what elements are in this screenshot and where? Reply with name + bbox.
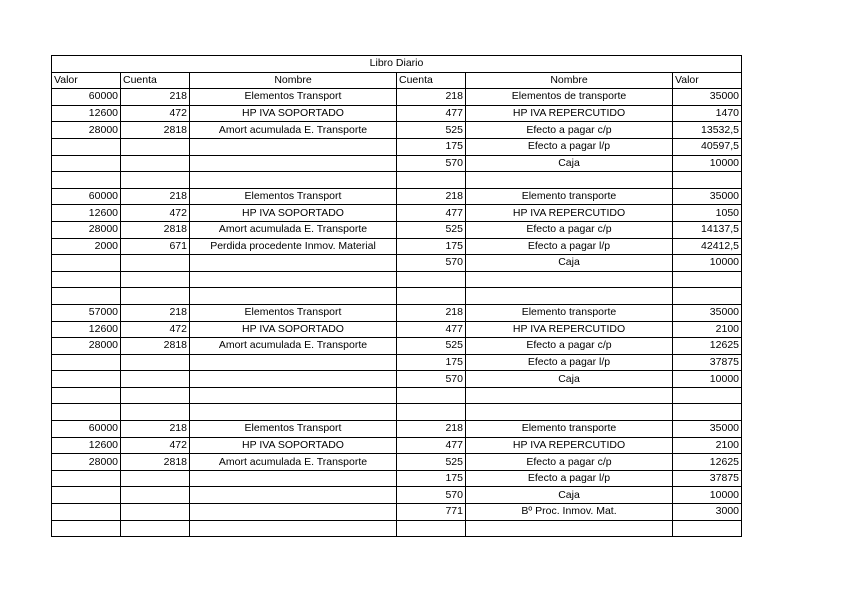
table-row	[52, 404, 742, 421]
credit-value-cell: 12625	[673, 454, 742, 471]
debit-value-cell: 60000	[52, 188, 121, 205]
debit-name-cell: HP IVA SOPORTADO	[190, 105, 397, 122]
credit-name-cell	[466, 172, 673, 189]
debit-account-cell	[121, 387, 190, 404]
debit-value-cell	[52, 172, 121, 189]
table-row	[52, 487, 742, 504]
header-row	[52, 72, 742, 89]
credit-account-cell: 175	[397, 138, 466, 155]
debit-value-cell: 28000	[52, 338, 121, 355]
credit-name-cell	[466, 520, 673, 537]
debit-name-cell	[190, 172, 397, 189]
credit-account-cell: 218	[397, 188, 466, 205]
credit-name-cell: Caja	[466, 487, 673, 504]
debit-value-cell	[52, 387, 121, 404]
credit-name-cell: HP IVA REPERCUTIDO	[466, 205, 673, 222]
debit-value-cell: 12600	[52, 105, 121, 122]
table-row	[52, 288, 742, 305]
table-row	[52, 387, 742, 404]
credit-value-cell: 35000	[673, 421, 742, 438]
credit-name-cell: HP IVA REPERCUTIDO	[466, 105, 673, 122]
table-row	[52, 504, 742, 521]
debit-name-cell: Amort acumulada E. Transporte	[190, 221, 397, 238]
table-row	[52, 89, 742, 106]
credit-account-cell: 175	[397, 354, 466, 371]
credit-value-cell	[673, 387, 742, 404]
credit-value-cell	[673, 520, 742, 537]
credit-value-cell	[673, 404, 742, 421]
debit-name-cell: HP IVA SOPORTADO	[190, 437, 397, 454]
debit-name-cell	[190, 371, 397, 388]
table-row	[52, 338, 742, 355]
credit-name-cell: Caja	[466, 371, 673, 388]
table-row	[52, 122, 742, 139]
debit-value-cell	[52, 288, 121, 305]
credit-value-cell: 14137,5	[673, 221, 742, 238]
table-row	[52, 304, 742, 321]
header-debit-name: Nombre	[190, 72, 397, 89]
header-credit-name: Nombre	[466, 72, 673, 89]
credit-value-cell: 10000	[673, 155, 742, 172]
credit-account-cell	[397, 288, 466, 305]
journal-body	[52, 56, 742, 537]
credit-name-cell: Efecto a pagar l/p	[466, 470, 673, 487]
debit-value-cell: 60000	[52, 421, 121, 438]
credit-name-cell: Elemento transporte	[466, 188, 673, 205]
debit-name-cell	[190, 288, 397, 305]
table-row	[52, 520, 742, 537]
debit-value-cell	[52, 354, 121, 371]
debit-account-cell: 2818	[121, 338, 190, 355]
table-row	[52, 205, 742, 222]
header-debit-value: Valor	[52, 72, 121, 89]
credit-value-cell: 10000	[673, 255, 742, 272]
debit-account-cell	[121, 487, 190, 504]
credit-name-cell: Elemento transporte	[466, 421, 673, 438]
credit-value-cell: 40597,5	[673, 138, 742, 155]
debit-account-cell	[121, 138, 190, 155]
credit-value-cell: 10000	[673, 371, 742, 388]
credit-account-cell	[397, 271, 466, 288]
table-row	[52, 105, 742, 122]
table-row	[52, 454, 742, 471]
credit-value-cell: 12625	[673, 338, 742, 355]
credit-value-cell: 35000	[673, 89, 742, 106]
debit-name-cell	[190, 487, 397, 504]
debit-account-cell	[121, 288, 190, 305]
debit-name-cell	[190, 404, 397, 421]
credit-value-cell: 13532,5	[673, 122, 742, 139]
credit-value-cell	[673, 172, 742, 189]
debit-account-cell: 2818	[121, 122, 190, 139]
table-row	[52, 155, 742, 172]
table-row	[52, 321, 742, 338]
journal-table	[51, 55, 742, 537]
credit-account-cell: 525	[397, 221, 466, 238]
credit-name-cell: Caja	[466, 255, 673, 272]
title-row	[52, 56, 742, 73]
credit-account-cell: 477	[397, 105, 466, 122]
debit-name-cell: HP IVA SOPORTADO	[190, 205, 397, 222]
table-row	[52, 238, 742, 255]
debit-name-cell	[190, 520, 397, 537]
debit-account-cell	[121, 172, 190, 189]
debit-account-cell	[121, 504, 190, 521]
debit-account-cell	[121, 155, 190, 172]
credit-name-cell	[466, 387, 673, 404]
debit-name-cell: HP IVA SOPORTADO	[190, 321, 397, 338]
credit-name-cell: Efecto a pagar c/p	[466, 122, 673, 139]
debit-account-cell: 472	[121, 321, 190, 338]
credit-account-cell: 218	[397, 89, 466, 106]
credit-name-cell: Efecto a pagar c/p	[466, 338, 673, 355]
debit-account-cell: 218	[121, 188, 190, 205]
debit-name-cell: Elementos Transport	[190, 421, 397, 438]
debit-account-cell	[121, 404, 190, 421]
debit-name-cell: Elementos Transport	[190, 188, 397, 205]
header-credit-account: Cuenta	[397, 72, 466, 89]
debit-value-cell	[52, 371, 121, 388]
debit-account-cell: 472	[121, 105, 190, 122]
credit-account-cell	[397, 520, 466, 537]
credit-account-cell: 175	[397, 238, 466, 255]
debit-account-cell	[121, 470, 190, 487]
table-row	[52, 138, 742, 155]
debit-value-cell: 28000	[52, 221, 121, 238]
credit-value-cell: 3000	[673, 504, 742, 521]
credit-name-cell: Efecto a pagar l/p	[466, 138, 673, 155]
credit-account-cell: 477	[397, 205, 466, 222]
credit-name-cell: Elemento transporte	[466, 304, 673, 321]
table-row	[52, 354, 742, 371]
credit-name-cell: Efecto a pagar l/p	[466, 354, 673, 371]
debit-account-cell: 218	[121, 89, 190, 106]
credit-account-cell: 570	[397, 371, 466, 388]
credit-value-cell: 1050	[673, 205, 742, 222]
credit-name-cell: Efecto a pagar l/p	[466, 238, 673, 255]
credit-account-cell: 525	[397, 122, 466, 139]
credit-value-cell: 1470	[673, 105, 742, 122]
credit-account-cell: 570	[397, 487, 466, 504]
debit-name-cell	[190, 255, 397, 272]
debit-account-cell	[121, 520, 190, 537]
debit-account-cell: 218	[121, 421, 190, 438]
debit-name-cell: Elementos Transport	[190, 304, 397, 321]
debit-account-cell: 2818	[121, 454, 190, 471]
debit-value-cell	[52, 520, 121, 537]
debit-value-cell: 2000	[52, 238, 121, 255]
debit-value-cell: 12600	[52, 205, 121, 222]
debit-name-cell	[190, 354, 397, 371]
credit-value-cell: 10000	[673, 487, 742, 504]
debit-value-cell	[52, 504, 121, 521]
debit-name-cell	[190, 138, 397, 155]
credit-value-cell: 2100	[673, 437, 742, 454]
credit-account-cell: 218	[397, 421, 466, 438]
journal-title: Libro Diario	[52, 56, 742, 73]
debit-value-cell: 12600	[52, 321, 121, 338]
credit-name-cell	[466, 288, 673, 305]
credit-value-cell	[673, 271, 742, 288]
debit-account-cell	[121, 255, 190, 272]
credit-value-cell: 35000	[673, 188, 742, 205]
debit-account-cell	[121, 271, 190, 288]
credit-value-cell: 37875	[673, 470, 742, 487]
credit-account-cell: 477	[397, 437, 466, 454]
header-credit-value: Valor	[673, 72, 742, 89]
debit-name-cell: Amort acumulada E. Transporte	[190, 454, 397, 471]
table-row	[52, 271, 742, 288]
table-row	[52, 172, 742, 189]
credit-name-cell: Efecto a pagar c/p	[466, 454, 673, 471]
credit-account-cell	[397, 387, 466, 404]
credit-name-cell: HP IVA REPERCUTIDO	[466, 321, 673, 338]
debit-account-cell: 218	[121, 304, 190, 321]
table-row	[52, 470, 742, 487]
table-row	[52, 421, 742, 438]
credit-name-cell: HP IVA REPERCUTIDO	[466, 437, 673, 454]
debit-value-cell	[52, 255, 121, 272]
debit-value-cell: 28000	[52, 122, 121, 139]
credit-value-cell	[673, 288, 742, 305]
credit-value-cell: 35000	[673, 304, 742, 321]
credit-account-cell	[397, 404, 466, 421]
credit-account-cell: 477	[397, 321, 466, 338]
credit-account-cell: 218	[397, 304, 466, 321]
table-row	[52, 188, 742, 205]
debit-value-cell: 28000	[52, 454, 121, 471]
debit-name-cell: Elementos Transport	[190, 89, 397, 106]
debit-name-cell	[190, 470, 397, 487]
credit-value-cell: 42412,5	[673, 238, 742, 255]
credit-name-cell: Caja	[466, 155, 673, 172]
debit-name-cell	[190, 504, 397, 521]
debit-value-cell	[52, 271, 121, 288]
credit-value-cell: 37875	[673, 354, 742, 371]
credit-value-cell: 2100	[673, 321, 742, 338]
credit-account-cell: 175	[397, 470, 466, 487]
credit-name-cell: Elementos de transporte	[466, 89, 673, 106]
table-row	[52, 255, 742, 272]
debit-name-cell	[190, 387, 397, 404]
debit-value-cell	[52, 470, 121, 487]
credit-account-cell: 525	[397, 454, 466, 471]
credit-account-cell: 771	[397, 504, 466, 521]
debit-name-cell: Amort acumulada E. Transporte	[190, 338, 397, 355]
debit-value-cell: 60000	[52, 89, 121, 106]
debit-name-cell: Perdida procedente Inmov. Material	[190, 238, 397, 255]
credit-account-cell: 525	[397, 338, 466, 355]
debit-value-cell	[52, 138, 121, 155]
debit-account-cell: 2818	[121, 221, 190, 238]
debit-account-cell	[121, 354, 190, 371]
credit-account-cell: 570	[397, 155, 466, 172]
credit-name-cell: Bº Proc. Inmov. Mat.	[466, 504, 673, 521]
credit-name-cell	[466, 271, 673, 288]
credit-account-cell	[397, 172, 466, 189]
debit-account-cell: 472	[121, 205, 190, 222]
debit-account-cell: 671	[121, 238, 190, 255]
debit-name-cell	[190, 155, 397, 172]
credit-name-cell	[466, 404, 673, 421]
credit-name-cell: Efecto a pagar c/p	[466, 221, 673, 238]
debit-value-cell	[52, 487, 121, 504]
debit-value-cell: 12600	[52, 437, 121, 454]
table-row	[52, 371, 742, 388]
debit-name-cell	[190, 271, 397, 288]
debit-value-cell: 57000	[52, 304, 121, 321]
header-debit-account: Cuenta	[121, 72, 190, 89]
debit-value-cell	[52, 404, 121, 421]
debit-account-cell	[121, 371, 190, 388]
debit-account-cell: 472	[121, 437, 190, 454]
debit-name-cell: Amort acumulada E. Transporte	[190, 122, 397, 139]
credit-account-cell: 570	[397, 255, 466, 272]
table-row	[52, 221, 742, 238]
debit-value-cell	[52, 155, 121, 172]
table-row	[52, 437, 742, 454]
